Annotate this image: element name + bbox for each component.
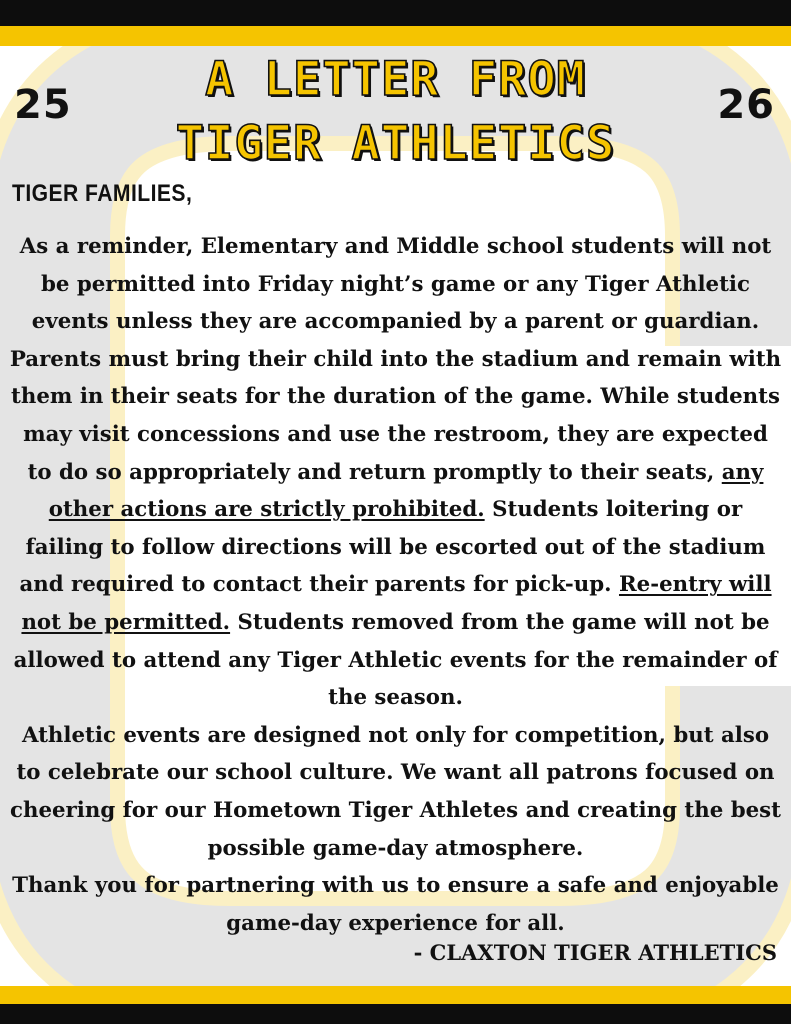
paragraph-3: Thank you for partnering with us to ensure a safe and enjoyable game-day experience for all. — [12, 873, 779, 936]
top-black-stripe — [0, 0, 791, 26]
year-26: 26 — [717, 82, 775, 128]
bottom-gold-stripe — [0, 986, 791, 1004]
paragraph-1-text-b: Students loitering or failing to follow directions will be escorted out of the stadium and required to contact their parents for pick-up. — [19, 497, 766, 598]
underlined-reentry: Re-entry will not be permitted. — [21, 572, 772, 635]
salutation: TIGER FAMILIES, — [12, 180, 193, 207]
title-line-1: A LETTER FROM — [205, 52, 586, 107]
paragraph-1 — [8, 228, 783, 717]
signature: - CLAXTON TIGER ATHLETICS — [413, 940, 777, 965]
paragraph-2: Athletic events are designed not only for competition, but also to celebrate our school culture. We want all patrons focused on cheering for our Hometown Tiger Athletes and creating the best possible game-day atmosphere. — [10, 722, 781, 861]
underlined-prohibited: any other actions are strictly prohibited. — [48, 459, 764, 523]
title-line-2: TIGER ATHLETICS — [175, 116, 616, 171]
year-25: 25 — [14, 82, 72, 128]
top-gold-stripe — [0, 26, 791, 46]
bottom-black-stripe — [0, 1004, 791, 1024]
letter-body — [8, 228, 783, 942]
paragraph-1-text-c: Students removed from the game will not be allowed to attend any Tiger Athletic events for the remainder of the season. — [13, 609, 778, 711]
paragraph-1-text-a: As a reminder, Elementary and Middle school students will not be permitted into Friday night’s game or any Tiger Athletic events unless they are accompanied by a parent or guardian. Parents must bring their child into the stadium and remain with them in their seats for the duration of the game. While students may visit concessions and use the restroom, they are expected to do so appropriately and return promptly to their seats, — [9, 234, 782, 485]
